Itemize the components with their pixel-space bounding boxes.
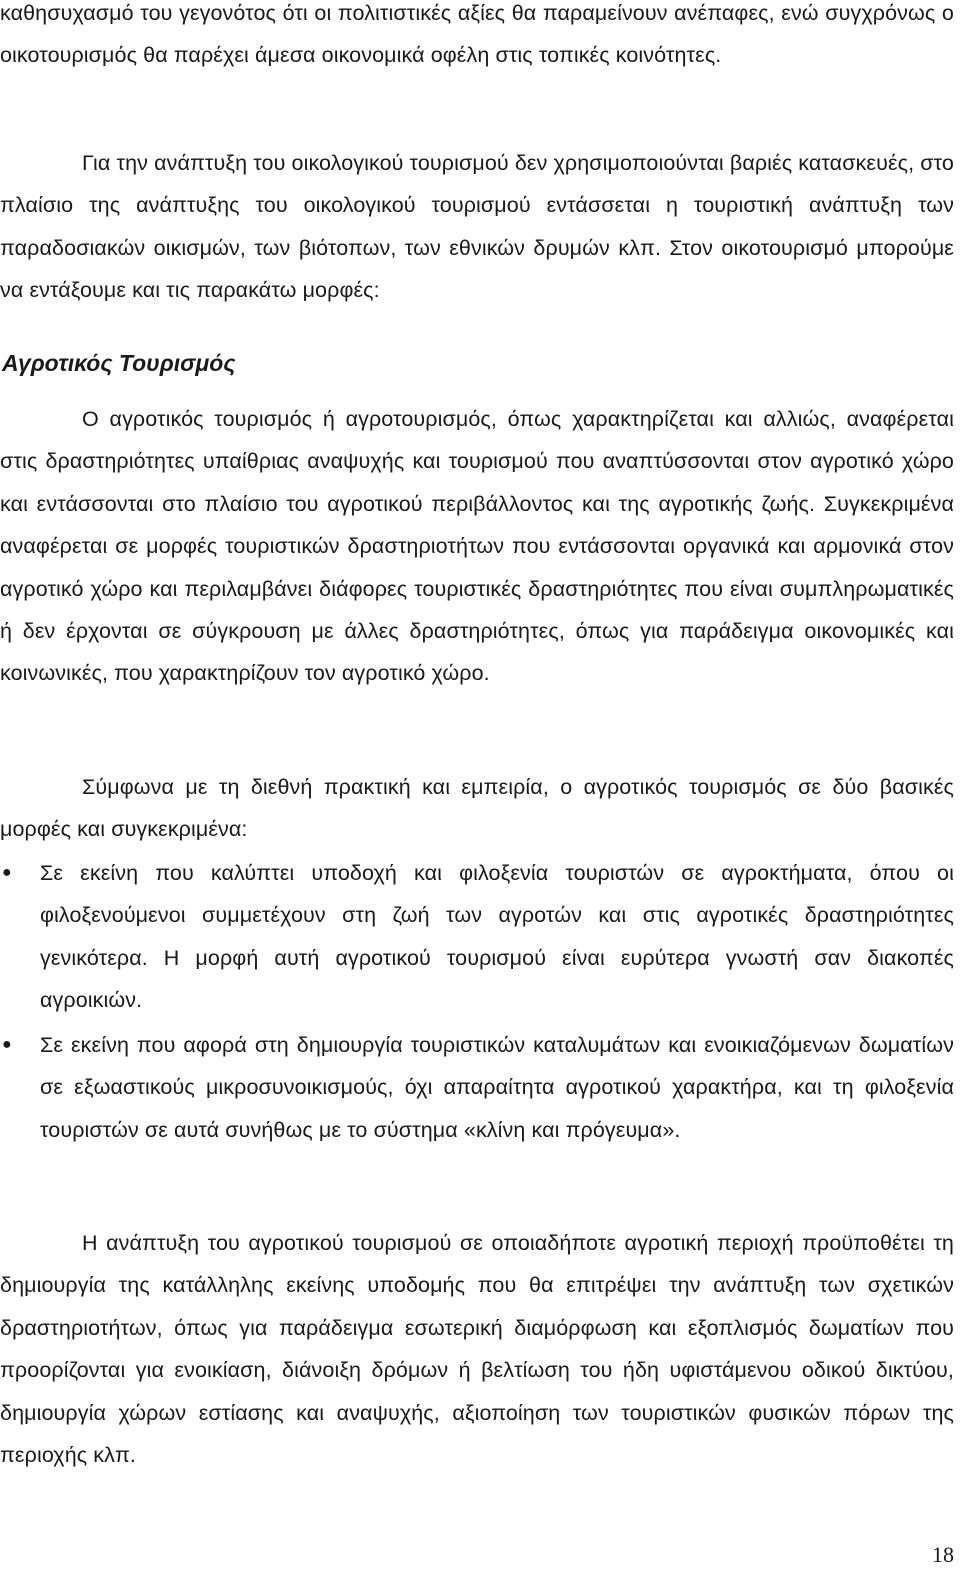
list-item-farm-stays: Σε εκείνη που καλύπτει υποδοχή και φιλοξενία τουριστών σε αγροκτήματα, όπου οι φιλοξενούμενοι συμμετέχουν στη ζωή των αγροτών και στις αγροτικές δραστηριότητες γενικότερα. Η μορφή αυτή αγροτικού τουρισμού είναι ευρύτερα γνωστή σαν διακοπές αγροικιών. bbox=[40, 861, 954, 1013]
paragraph-cultural-values: καθησυχασμό του γεγονότος ότι οι πολιτιστικές αξίες θα παραμείνουν ανέπαφες, ενώ συγχρόνως ο οικοτουρισμός θα παρέχει άμεσα οικονομικά οφέλη στις τοπικές κοινότητες. bbox=[0, 1, 954, 68]
paragraph-two-forms-intro: Σύμφωνα με τη διεθνή πρακτική και εμπειρία, ο αγροτικός τουρισμός σε δύο βασικές μορφές και συγκεκριμένα: bbox=[0, 775, 954, 842]
paragraph-infrastructure: Η ανάπτυξη του αγροτικού τουρισμού σε οποιαδήποτε αγροτική περιοχή προϋποθέτει τη δημιουργία της κατάλληλης εκείνης υποδομής που θα επιτρέψει την ανάπτυξη των σχετικών δραστηριοτήτων, όπως για παράδειγμα εσωτερική διαμόρφωση και εξοπλισμός δωματίων που προορίζονται για ενοικίαση, διάνοιξη δρόμων ή βελτίωση του ήδη υφιστάμενου οδικού δικτύου, δημιουργία χώρων εστίασης και αναψυχής, αξιοποίηση των τουριστικών φυσικών πόρων της περιοχής κλπ. bbox=[0, 1231, 954, 1468]
bullet-icon: ● bbox=[2, 1036, 12, 1053]
paragraph-eco-tourism-development: Για την ανάπτυξη του οικολογικού τουρισμού δεν χρησιμοποιούνται βαριές κατασκευές, στο πλαίσιο της ανάπτυξης του οικολογικού τουρισμού εντάσσεται η τουριστική ανάπτυξη των παραδοσιακών οικισμών, των βιότοπων, των εθνικών δρυμών κλπ. Στον οικοτουρισμό μπορούμε να εντάξουμε και τις παρακάτω μορφές: bbox=[0, 151, 954, 303]
list-item-bed-and-breakfast: Σε εκείνη που αφορά στη δημιουργία τουριστικών καταλυμάτων και ενοικιαζόμενων δωματίων σε εξωαστικούς μικροσυνοικισμούς, όχι απαραίτητα αγροτικού χαρακτήρα, και τη φιλοξενία τουριστών σε αυτά συνήθως με το σύστημα «κλίνη και πρόγευμα». bbox=[40, 1033, 954, 1142]
paragraph-agrotourism-definition: Ο αγροτικός τουρισμός ή αγροτουρισμός, όπως χαρακτηρίζεται και αλλιώς, αναφέρεται στις δραστηριότητες υπαίθριας αναψυχής και τουρισμού που αναπτύσσονται στον αγροτικό χώρο και εντάσσονται στο πλαίσιο του αγροτικού περιβάλλοντος και της αγροτικής ζωής. Συγκεκριμένα αναφέρεται σε μορφές τουριστικών δραστηριοτήτων που εντάσσονται οργανικά και αρμονικά στον αγροτικό χώρο και περιλαμβάνει διάφορες τουριστικές δραστηριότητες που είναι συμπληρωματικές ή δεν έρχονται σε σύγκρουση με άλλες δραστηριότητες, όπως για παράδειγμα οικονομικές και κοινωνικές, που χαρακτηρίζουν τον αγροτικό χώρο. bbox=[0, 407, 954, 686]
section-heading-agrotourism: Αγροτικός Τουρισμός bbox=[2, 350, 236, 376]
page-number: 18 bbox=[932, 1542, 954, 1567]
bullet-icon: ● bbox=[2, 864, 12, 881]
